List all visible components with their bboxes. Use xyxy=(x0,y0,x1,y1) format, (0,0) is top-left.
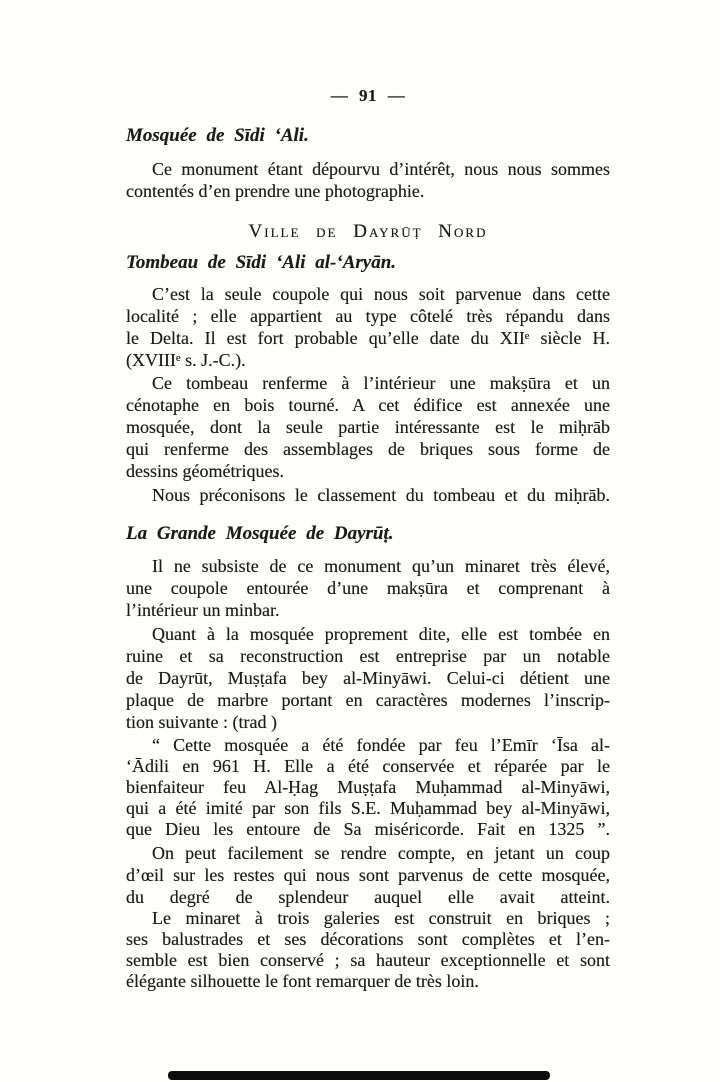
paragraph xyxy=(126,908,610,992)
text-line: du degré de splendeur auquel elle avait atteint. xyxy=(126,887,610,907)
chapter-heading-ville-de-dayrut-nord: Ville de Dayrūṭ Nord xyxy=(248,221,488,242)
text-line: Nous préconisons le classement du tombeau et du miḥrāb. xyxy=(152,485,610,505)
section-heading-grande-mosquee-de-dayrut: La Grande Mosquée de Dayrūṭ. xyxy=(126,523,394,544)
text-line: ruine et sa reconstruction est entreprise par un notable xyxy=(126,646,610,666)
text-line: qui a été imité par son fils S.E. Muḥammad bey al-Minyāwi, xyxy=(126,798,610,818)
paragraph xyxy=(126,372,610,482)
paragraph xyxy=(126,158,610,202)
text-line: dessins géométriques. xyxy=(126,461,284,481)
text-line: le Delta. Il est fort probable qu’elle date du XIIᵉ siècle H. xyxy=(126,328,610,348)
text-line: Il ne subsiste de ce monument qu’un minaret très élevé, xyxy=(152,556,610,576)
text-line: semble est bien conservé ; sa hauteur exceptionnelle et sont xyxy=(126,950,610,970)
page-number: — 91 — xyxy=(330,86,406,105)
text-line: tion suivante : (trad ) xyxy=(126,712,277,732)
text-line: C’est la seule coupole qui nous soit parvenue dans cette xyxy=(152,284,610,304)
text-line: bienfaiteur feu Al-Ḥag Muṣṭafa Muḥammad al-Minyāwi, xyxy=(126,777,610,797)
text-line: ses balustrades et ses décorations sont complètes et l’en- xyxy=(126,929,610,949)
paragraph xyxy=(126,842,610,908)
text-line: plaque de marbre portant en caractères modernes l’inscrip- xyxy=(126,690,610,710)
text-line: qui renferme des assemblages de briques sous forme de xyxy=(126,439,610,459)
text-line: Quant à la mosquée proprement dite, elle est tombée en xyxy=(152,624,610,644)
text-line: “ Cette mosquée a été fondée par feu l’Emīr ‘Īsa al- xyxy=(152,735,610,755)
text-line: contentés d’en prendre une photographie. xyxy=(126,181,425,201)
text-line: que Dieu les entoure de Sa miséricorde. Fait en 1325 ”. xyxy=(126,819,610,839)
text-line: Ce monument étant dépourvu d’intérêt, nous nous sommes xyxy=(152,159,610,179)
text-line: d’œil sur les restes qui nous sont parvenus de cette mosquée, xyxy=(126,865,610,885)
paragraph xyxy=(126,555,610,621)
text-line: localité ; elle appartient au type côtelé très répandu dans xyxy=(126,306,610,326)
text-line: On peut facilement se rendre compte, en jetant un coup xyxy=(152,843,610,863)
section-heading-mosquee-de-sidi-ali: Mosquée de Sīdi ‘Ali. xyxy=(126,125,309,146)
scan-artifact-bar xyxy=(168,1071,550,1080)
paragraph xyxy=(126,623,610,733)
text-line: Ce tombeau renferme à l’intérieur une makṣūra et un xyxy=(152,373,610,393)
text-line: mosquée, dont la seule partie intéressante est le miḥrāb xyxy=(126,417,610,437)
text-line: de Dayrūt, Muṣṭafa bey al-Minyāwi. Celui-ci détient une xyxy=(126,668,610,688)
section-heading-tombeau-de-sidi-ali: Tombeau de Sīdi ‘Ali al-‘Aryān. xyxy=(126,252,397,273)
text-line: une coupole entourée d’une makṣūra et comprenant à xyxy=(126,578,610,598)
text-line: ‘Ādili en 961 H. Elle a été conservée et réparée par le xyxy=(126,756,610,776)
text-block xyxy=(126,0,610,992)
text-line: élégante silhouette le font remarquer de très loin. xyxy=(126,971,479,991)
text-line: cénotaphe en bois tourné. A cet édifice est annexée une xyxy=(126,395,610,415)
text-line: Le minaret à trois galeries est construit en briques ; xyxy=(152,908,610,928)
paragraph-inscription-quote xyxy=(126,735,610,840)
paragraph xyxy=(126,484,610,506)
text-line: (XVIIIᵉ s. J.-C.). xyxy=(126,350,246,370)
paragraph xyxy=(126,283,610,371)
text-line: l’intérieur un minbar. xyxy=(126,600,280,620)
